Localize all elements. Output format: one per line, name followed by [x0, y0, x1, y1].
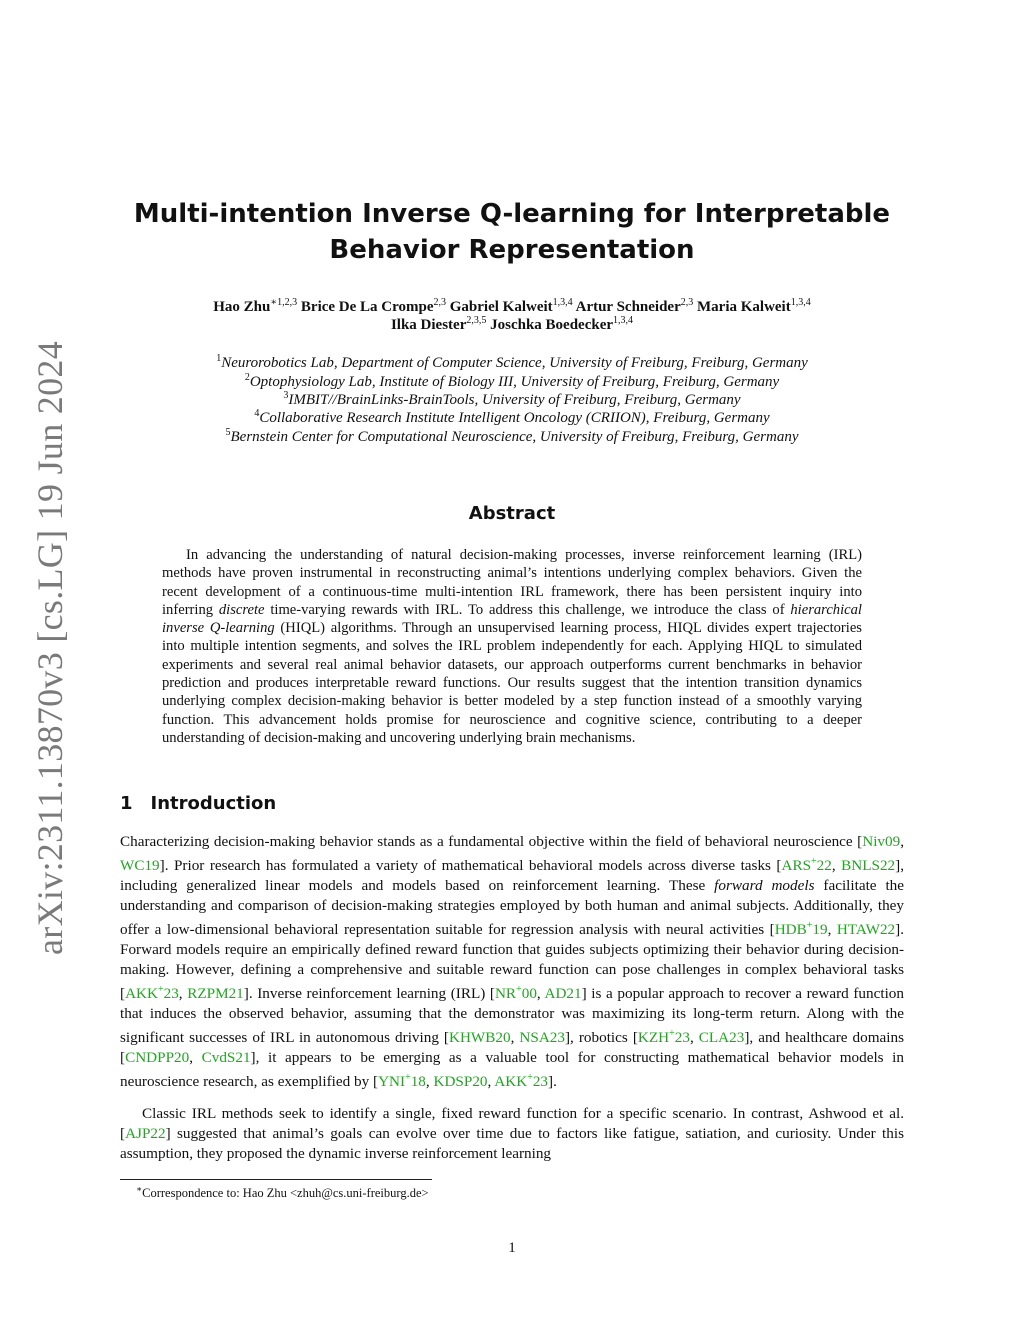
- intro-paragraph-2: Classic IRL methods seek to identify a single, fixed reward function for a specific scenario. In contrast, Ashwood et al. [AJP22] suggested that animal’s goals can evolve over time due to factors like fatigue, satiation, and curiosity. Under this assumption, they proposed the dynamic inverse reinforcement learning: [120, 1105, 904, 1162]
- arxiv-identifier-stamp: [30, 340, 70, 955]
- abstract-body: In advancing the understanding of natural decision-making processes, inverse reinforcement learning (IRL) methods have proven instrumental in reconstructing animal’s intentions underlying complex behaviors. Given the recent development of a continuous-time multi-intention IRL framework, there has been persistent inquiry into inferring discrete time-varying rewards with IRL. To address this challenge, we introduce the class of hierarchical inverse Q-learning (HIQL) algorithms. Through an unsupervised learning process, HIQL divides expert trajectories into multiple intention segments, and solves the IRL problem independently for each. Applying HIQL to simulated experiments and several real animal behavior datasets, our approach outperforms current benchmarks in behavior prediction and produces interpretable reward functions. Our results suggest that the intention transition dynamics underlying complex decision-making behavior is better modeled by a step function instead of a smoothly varying function. This advancement holds promise for neuroscience and cognitive science, contributing to a deeper understanding of decision-making and uncovering underlying brain mechanisms.: [162, 547, 862, 746]
- author-list-line-2: Ilka Diester$^{2,3,5}$ Joschka Boedecker$^{1,3,4}$: [390, 315, 634, 333]
- arxiv-id-text: arXiv:2311.13870v3 [cs.LG] 19 Jun 2024: [30, 340, 70, 955]
- author: Hao Zhu: [213, 299, 271, 315]
- citation-link[interactable]: AD21: [544, 985, 582, 1003]
- author: Maria Kalweit: [697, 299, 791, 315]
- citation-link[interactable]: CLA23: [698, 1029, 745, 1047]
- citation-link[interactable]: AKK+23: [494, 1072, 549, 1091]
- footnote-divider: [120, 1179, 432, 1180]
- citation-link[interactable]: CvdS21: [201, 1049, 251, 1067]
- affiliation-3: $^3$IMBIT//BrainLinks-BrainTools, University of Freiburg, Freiburg, Germany: [283, 390, 741, 408]
- paper-title: Multi-intention Inverse Q-learning for Interpretable Behavior Representation: [133, 199, 891, 265]
- section-heading-introduction: 1 Introduction: [120, 793, 277, 814]
- abstract-heading: Abstract: [468, 503, 556, 524]
- citation-link[interactable]: NR+00: [494, 984, 537, 1003]
- author: Artur Schneider: [575, 299, 681, 315]
- citation-link[interactable]: KDSP20: [433, 1073, 488, 1091]
- citation-link[interactable]: CNDPP20: [125, 1049, 190, 1067]
- citation-link[interactable]: AJP22: [125, 1125, 166, 1142]
- author: Joschka Boedecker: [490, 317, 614, 333]
- citation-link[interactable]: AKK+23: [125, 984, 179, 1003]
- intro-paragraph-1: Characterizing decision-making behavior stands as a fundamental objective within the field of behavioral neuroscience [Niv09, WC19]. Prior research has formulated a variety of mathematical behavioral models across diverse tasks [ARS+22, BNLS22], including generalized linear models and models based on reinforcement learning. These forward models facilitate the understanding and comparison of decision-making strategies employed by both human and animal subjects. Additionally, they offer a low-dimensional behavioral representation suitable for regression analysis with neural activities [HDB+19, HTAW22]. Forward models require an empirically defined reward function that guides subjects optimizing their behavior during decision-making. However, defining a comprehensive and suitable reward function can pose challenges in complex behavioral tasks [AKK+23, RZPM21]. Inverse reinforcement learning (IRL) [NR+00, AD21] is a popular approach to recover a reward function that induces the observed behavior, assuming that the demonstrator was maximizing its long-term return. Along with the significant successes of IRL in autonomous driving [KHWB20, NSA23], robotics [KZH+23, CLA23], and healthcare domains [CNDPP20, CvdS21], it appears to be emerging as a valuable tool for constructing mathematical behavior models in neuroscience research, as exemplified by [YNI+18, KDSP20, AKK+23].: [120, 833, 905, 1091]
- footnote: ∗Correspondence to: Hao Zhu <zhuh@cs.uni-freiburg.de>: [136, 1184, 429, 1201]
- citation-link[interactable]: YNI+18: [378, 1072, 426, 1091]
- author-list-line-1: Hao Zhu$^{∗1,2,3}$ Brice De La Crompe$^{2,3}$ Gabriel Kalweit$^{1,3,4}$ Artur Schneider$^{2,3}$ Maria Kalweit$^{1,3,4}$: [213, 297, 811, 315]
- author: Brice De La Crompe: [300, 299, 434, 315]
- affiliation-4: $^4$Collaborative Research Institute Intelligent Oncology (CRIION), Freiburg, Germany: [254, 408, 770, 426]
- affiliation-2: $^2$Optophysiology Lab, Institute of Biology III, University of Freiburg, Freiburg, Germany: [244, 372, 780, 390]
- citation-link[interactable]: HTAW22: [836, 921, 896, 939]
- citation-link[interactable]: WC19: [120, 857, 160, 875]
- citation-link[interactable]: RZPM21: [187, 985, 244, 1003]
- author: Ilka Diester: [390, 317, 467, 333]
- affiliation-5: $^5$Bernstein Center for Computational Neuroscience, University of Freiburg, Freiburg, Germany: [225, 427, 799, 445]
- citation-link[interactable]: KHWB20: [449, 1029, 511, 1047]
- citation-link[interactable]: NSA23: [519, 1029, 565, 1047]
- affiliation-1: $^1$Neurorobotics Lab, Department of Computer Science, University of Freiburg, Freiburg, Germany: [216, 353, 808, 371]
- citation-link[interactable]: KZH+23: [637, 1028, 690, 1047]
- citation-link[interactable]: Niv09: [862, 833, 901, 850]
- citation-link[interactable]: ARS+22: [781, 856, 832, 875]
- author: Gabriel Kalweit: [449, 299, 553, 315]
- page-number: 1: [508, 1240, 516, 1256]
- citation-link[interactable]: HDB+19: [774, 920, 828, 939]
- citation-link[interactable]: BNLS22: [841, 857, 896, 875]
